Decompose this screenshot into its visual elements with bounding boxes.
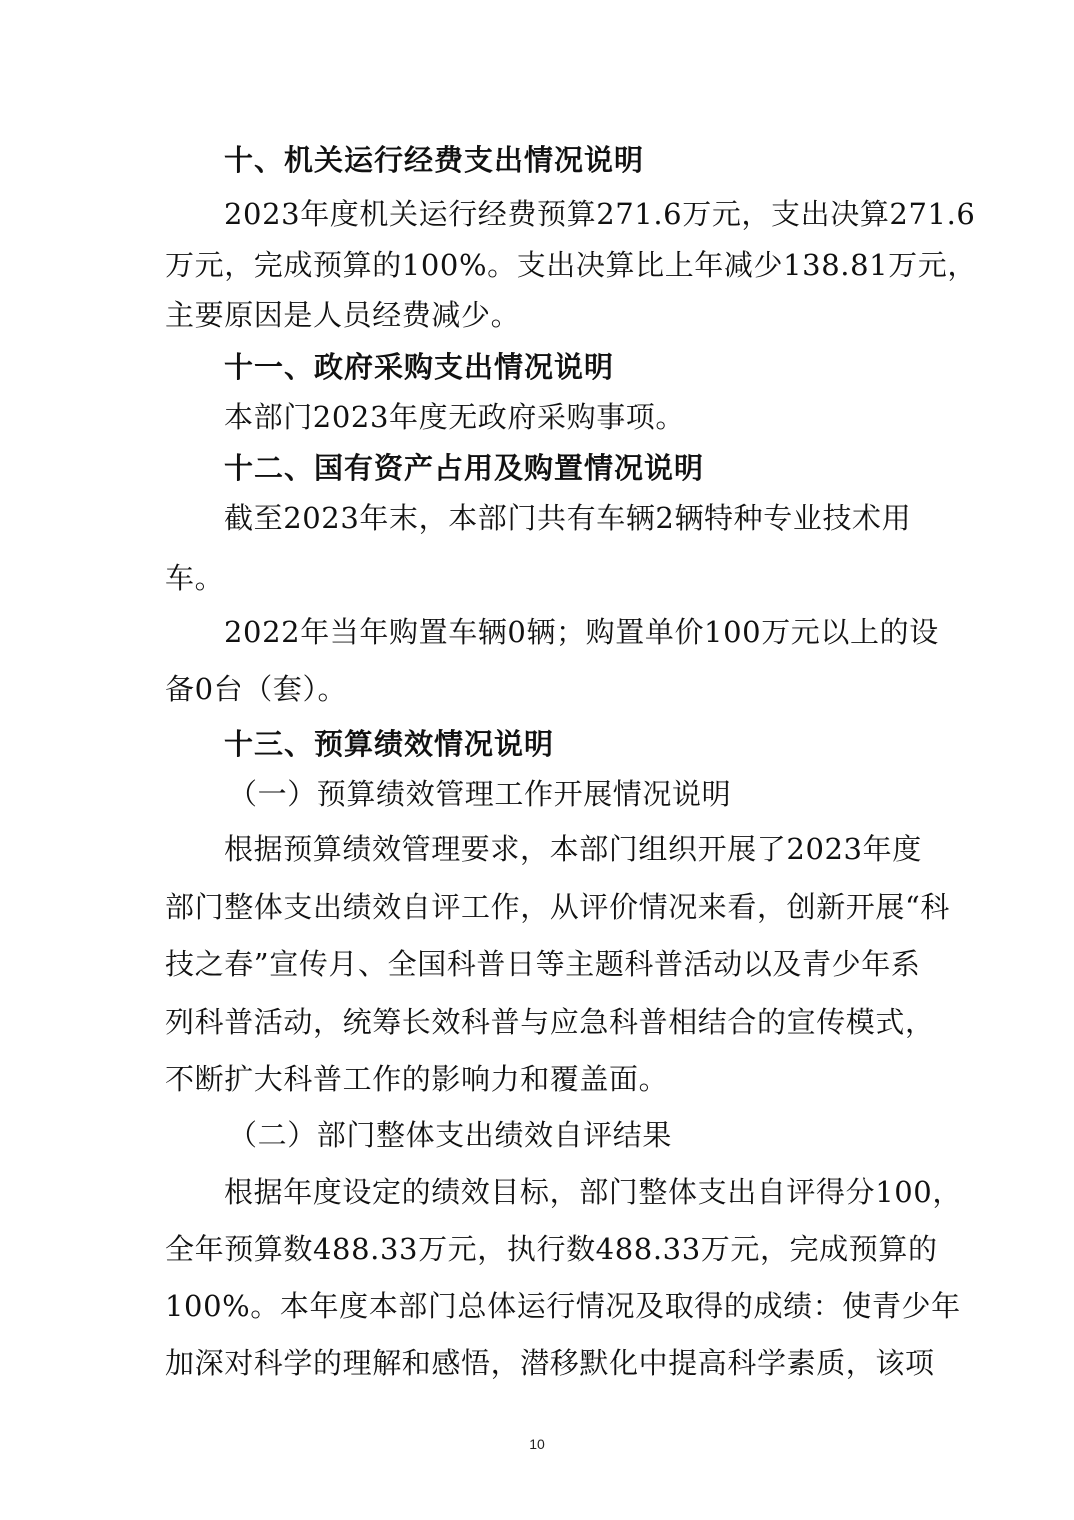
section-13-sub1-line-5: 不断扩大科普工作的影响力和覆盖面。 [165,1062,669,1096]
section-12-para2-line-2: 备0台（套）。 [165,672,348,706]
section-13-sub1-line-3: 技之春”宣传月、全国科普日等主题科普活动以及青少年系 [165,947,921,981]
section-13-sub1-line-4: 列科普活动，统筹长效科普与应急科普相结合的宣传模式， [165,1005,935,1039]
section-13-sub1-line-2: 部门整体支出绩效自评工作，从评价情况来看，创新开展“科 [165,890,951,924]
section-10-line-1: 2023年度机关运行经费预算271.6万元，支出决算271.6 [224,197,976,231]
section-10-heading: 十、机关运行经费支出情况说明 [224,143,645,177]
section-10-line-2: 万元，完成预算的100%。支出决算比上年减少138.81万元， [165,248,977,282]
section-12-para1-line-1: 截至2023年末，本部门共有车辆2辆特种专业技术用 [224,501,912,535]
section-13-sub1-line-1: 根据预算绩效管理要求，本部门组织开展了2023年度 [224,832,922,866]
section-13-sub2-heading: （二）部门整体支出绩效自评结果 [228,1118,673,1152]
section-13-sub1-heading: （一）预算绩效管理工作开展情况说明 [228,777,732,811]
section-13-sub2-line-1: 根据年度设定的绩效目标，部门整体支出自评得分100， [224,1175,962,1209]
section-13-sub2-line-4: 加深对科学的理解和感悟，潜移默化中提高科学素质，该项 [165,1346,935,1380]
section-12-para1-line-2: 车。 [165,561,225,595]
section-13-heading: 十三、预算绩效情况说明 [224,727,555,761]
section-13-sub2-line-2: 全年预算数488.33万元，执行数488.33万元，完成预算的 [165,1232,938,1266]
section-12-para2-line-1: 2022年当年购置车辆0辆；购置单价100万元以上的设 [224,615,939,649]
section-12-heading: 十二、国有资产占用及购置情况说明 [224,451,705,485]
section-13-sub2-line-3: 100%。本年度本部门总体运行情况及取得的成绩：使青少年 [165,1289,961,1323]
section-11-heading: 十一、政府采购支出情况说明 [224,350,615,384]
page-number: 10 [529,1436,545,1452]
section-11-line-1: 本部门2023年度无政府采购事项。 [224,400,686,434]
section-10-line-3: 主要原因是人员经费减少。 [165,298,521,332]
